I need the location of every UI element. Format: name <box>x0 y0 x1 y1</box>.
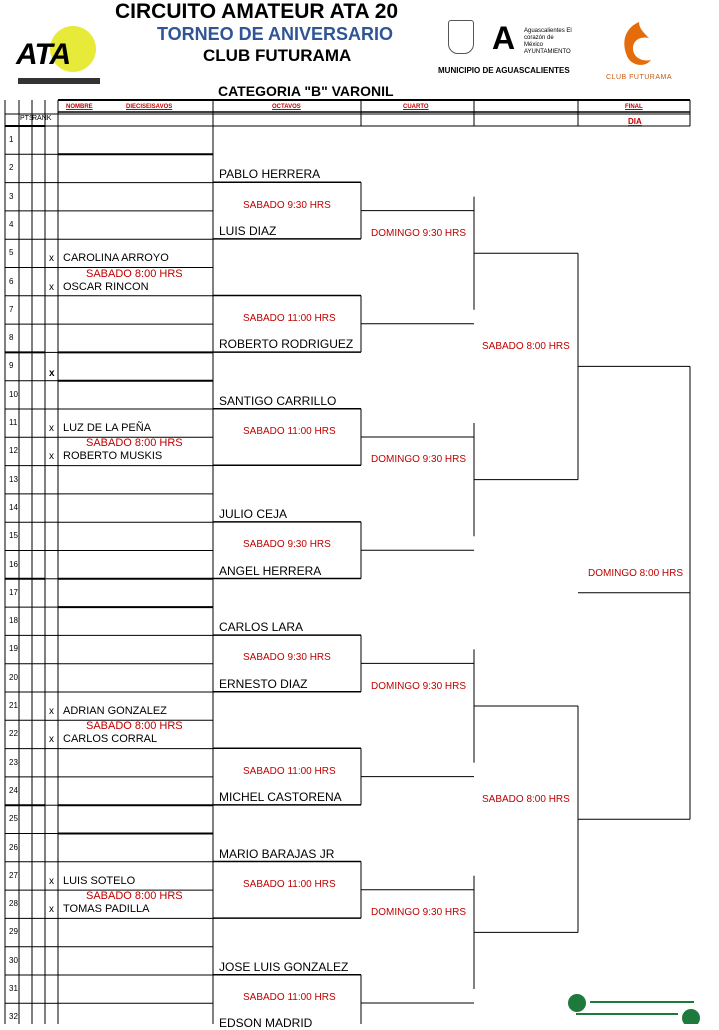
row-number: 4 <box>9 219 14 229</box>
club-futurama-logo-text: CLUB FUTURAMA <box>606 74 673 81</box>
municipio-label: MUNICIPIO DE AGUASCALIENTES <box>438 66 570 75</box>
player-name: EDSON MADRID <box>219 1016 313 1030</box>
player-name: PABLO HERRERA <box>219 167 321 182</box>
bye-mark: x <box>49 253 54 265</box>
player-name: MICHEL CASTORENA <box>219 789 342 804</box>
bye-mark: x <box>49 368 55 380</box>
match-time: SABADO 8:00 HRS <box>482 793 570 805</box>
match-time: DOMINGO 9:30 HRS <box>371 907 467 919</box>
row-number: 11 <box>9 418 18 427</box>
player-name: CARLOS LARA <box>219 620 304 635</box>
match-time: SABADO 9:30 HRS <box>243 199 331 211</box>
row-number: 26 <box>9 842 18 852</box>
player-name: ROBERTO MUSKIS <box>63 450 163 463</box>
player-name: MARIO BARAJAS JR <box>219 846 335 861</box>
row-number: 15 <box>9 531 18 541</box>
bye-mark: x <box>49 875 54 887</box>
green-decor-icon <box>566 990 706 1024</box>
category-title: CATEGORIA "B" VARONIL <box>218 83 394 99</box>
row-number: 7 <box>9 304 14 314</box>
bye-mark: x <box>49 423 54 434</box>
title-line1: CIRCUITO AMATEUR ATA 20 <box>115 0 399 23</box>
match-time: SABADO 8:00 HRS <box>482 341 570 353</box>
player-name: SANTIGO CARRILLO <box>219 393 337 408</box>
col-cuartos: CUARTO <box>403 104 429 110</box>
match-time: SABADO 8:00 HRS <box>86 890 183 903</box>
player-name: CARLOS CORRAL <box>63 733 158 746</box>
match-time: DOMINGO 9:30 HRS <box>371 227 467 239</box>
aguascalientes-logo-text: Aguascalientes El corazón de México AYUNTAMIENTO <box>524 28 572 55</box>
player-name: JOSE LUIS GONZALEZ <box>219 959 349 974</box>
match-time: DOMINGO 9:30 HRS <box>371 454 467 466</box>
bye-mark: x <box>49 904 54 916</box>
player-name: CAROLINA ARROYO <box>63 252 169 265</box>
match-time: SABADO 11:00 HRS <box>243 312 336 324</box>
row-number: 2 <box>9 163 14 173</box>
bye-mark: x <box>49 281 54 293</box>
player-name: ANGEL HERRERA <box>219 563 322 578</box>
row-number: 20 <box>9 672 18 682</box>
col-octavos: OCTAVOS <box>272 104 301 110</box>
col-dia: DIA <box>628 117 642 126</box>
row-number: 5 <box>9 248 14 258</box>
row-number: 6 <box>9 276 14 286</box>
col-nombre: NOMBRE <box>66 104 93 110</box>
row-number: 14 <box>9 502 18 512</box>
row-number: 3 <box>9 191 14 201</box>
row-number: 28 <box>9 899 18 909</box>
row-number: 29 <box>9 927 18 937</box>
player-name: ERNESTO DIAZ <box>219 676 308 691</box>
row-number: 31 <box>9 984 18 993</box>
row-number: 27 <box>9 870 18 880</box>
player-name: JULIO CEJA <box>219 506 288 521</box>
row-number: 30 <box>9 955 18 965</box>
match-time: SABADO 9:30 HRS <box>243 539 331 551</box>
col-pts: PTS <box>20 115 34 122</box>
player-name: ADRIAN GONZALEZ <box>63 705 167 717</box>
title-line3: CLUB FUTURAMA <box>203 46 352 65</box>
ata-logo-text: ATA <box>16 38 71 71</box>
row-number: 24 <box>9 785 18 795</box>
match-time: SABADO 8:00 HRS <box>86 720 183 733</box>
row-number: 9 <box>9 361 14 371</box>
row-number: 8 <box>9 333 14 343</box>
row-number: 23 <box>9 757 18 767</box>
col-final: FINAL <box>625 104 643 110</box>
bye-mark: x <box>49 451 54 463</box>
bye-mark: x <box>49 734 54 746</box>
player-name: LUZ DE LA PEÑA <box>63 422 152 434</box>
player-name: TOMAS PADILLA <box>63 903 150 916</box>
row-number: 10 <box>9 389 18 399</box>
match-time: SABADO 11:00 HRS <box>243 992 336 1003</box>
match-time: SABADO 11:00 HRS <box>243 878 336 890</box>
player-name: OSCAR RINCON <box>63 280 149 293</box>
row-number: 22 <box>9 729 18 739</box>
row-number: 21 <box>9 701 18 710</box>
row-number: 32 <box>9 1012 18 1022</box>
row-number: 16 <box>9 559 18 569</box>
player-name: LUIS DIAZ <box>219 223 277 238</box>
col-dieciseisavos: DIECISEISAVOS <box>126 104 173 110</box>
row-number: 18 <box>9 616 18 626</box>
aguascalientes-logo: A <box>492 20 516 56</box>
match-time: SABADO 8:00 HRS <box>86 267 183 280</box>
match-time: SABADO 9:30 HRS <box>243 652 331 664</box>
match-time: SABADO 11:00 HRS <box>243 426 336 437</box>
row-number: 1 <box>9 135 14 144</box>
player-name: LUIS SOTELO <box>63 874 136 887</box>
row-number: 12 <box>9 446 18 456</box>
title-line2: TORNEO DE ANIVERSARIO <box>157 24 394 44</box>
col-rank: RANK <box>32 115 52 122</box>
match-time: DOMINGO 9:30 HRS <box>371 680 467 692</box>
match-time: SABADO 8:00 HRS <box>86 437 183 450</box>
player-name: ROBERTO RODRIGUEZ <box>219 337 354 352</box>
bye-mark: x <box>49 706 54 717</box>
row-number: 13 <box>9 474 18 484</box>
row-number: 25 <box>9 814 18 824</box>
row-number: 17 <box>9 587 18 597</box>
match-time: SABADO 11:00 HRS <box>243 765 336 777</box>
final-time: DOMINGO 8:00 HRS <box>588 567 684 579</box>
row-number: 19 <box>9 644 18 654</box>
